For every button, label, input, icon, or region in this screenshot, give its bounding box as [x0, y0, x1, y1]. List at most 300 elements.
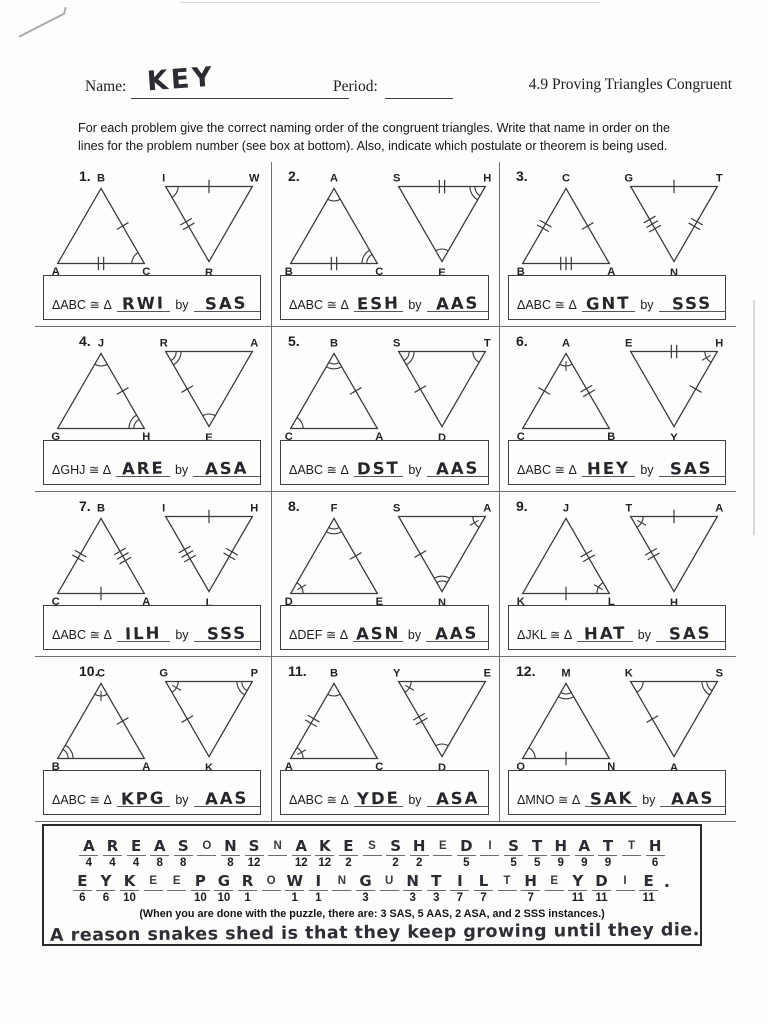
- triangle-outline: [166, 681, 253, 756]
- triangle-figure: [621, 500, 727, 610]
- puzzle-problem-number: 11: [595, 892, 608, 904]
- puzzle-problem-number: 5: [510, 857, 517, 869]
- triangle-name-blank: [117, 293, 171, 314]
- triangle-outline: [290, 353, 377, 428]
- vertex-label: A: [482, 502, 491, 515]
- triangle-name-blank: [354, 293, 403, 314]
- by-label: by: [640, 298, 654, 312]
- angle-tick-mark: [405, 686, 413, 691]
- by-label: by: [408, 793, 422, 807]
- puzzle-letter: E: [167, 871, 186, 891]
- triangle-name-blank: [117, 788, 171, 809]
- puzzle-cell: [502, 836, 526, 871]
- puzzle-letter: G: [356, 871, 375, 891]
- puzzle-letter: A: [292, 836, 311, 856]
- vertex-label: H: [142, 431, 151, 444]
- puzzle-problem-number: 12: [247, 857, 261, 869]
- puzzle-letter: S: [245, 836, 264, 856]
- angle-arc-mark: [561, 693, 572, 694]
- vertex-label: T: [483, 337, 491, 350]
- side-tick-mark: [584, 390, 595, 396]
- triangle-pair: [41, 500, 269, 610]
- puzzle-letter: K: [315, 836, 334, 856]
- puzzle-letter: A: [575, 836, 594, 856]
- puzzle-problem-number: 3: [433, 892, 440, 904]
- side-tick-mark: [540, 221, 551, 227]
- side-tick-mark: [75, 551, 86, 557]
- vertex-label: A: [142, 596, 151, 609]
- problem-cell: [35, 327, 272, 492]
- postulate-handwritten: SAS: [668, 623, 712, 644]
- triangle-figure: [389, 665, 495, 775]
- triangle-outline: [166, 186, 253, 261]
- puzzle-letter: E: [639, 871, 658, 891]
- side-tick-mark: [182, 551, 193, 557]
- triangle-figure: [621, 335, 727, 445]
- triangle-figure: [281, 335, 387, 445]
- puzzle-problem-number: 11: [571, 892, 584, 904]
- name-handwritten-value: KEY: [146, 61, 216, 98]
- triangle-name-handwritten: KPG: [121, 788, 167, 809]
- problem-cell: [500, 492, 736, 657]
- vertex-label: A: [51, 266, 60, 279]
- triangle-outline: [398, 186, 485, 261]
- vertex-label: C: [142, 266, 151, 279]
- vertex-label: A: [669, 762, 679, 775]
- puzzle-cell: [478, 836, 502, 871]
- congruence-statement-prefix: ΔABC ≅ Δ: [52, 298, 112, 312]
- vertex-label: B: [284, 266, 293, 279]
- angle-arc-mark: [434, 576, 449, 578]
- triangle-name-handwritten: RWI: [121, 293, 166, 314]
- side-tick-mark: [538, 225, 549, 231]
- side-tick-mark: [120, 557, 131, 563]
- puzzle-problem-number: 6: [79, 892, 86, 904]
- vertex-label: T: [625, 502, 633, 515]
- puzzle-cell: [354, 871, 378, 906]
- side-tick-mark: [350, 388, 361, 394]
- puzzle-letter: Y: [568, 871, 587, 891]
- side-tick-mark: [182, 386, 193, 392]
- side-tick-mark: [414, 386, 425, 392]
- angle-arc-mark: [328, 528, 339, 529]
- postulate-blank: [656, 623, 725, 644]
- vertex-label: B: [329, 337, 338, 350]
- answer-box: [280, 275, 489, 320]
- angle-tick-mark: [702, 356, 710, 361]
- puzzle-cell: [542, 871, 566, 906]
- triangle-outline: [631, 681, 718, 756]
- puzzle-letter: H: [521, 871, 540, 891]
- congruence-statement-prefix: ΔDEF ≅ Δ: [289, 628, 349, 642]
- puzzle-letter: S: [386, 836, 405, 856]
- puzzle-cell: [495, 871, 519, 906]
- angle-tick-mark: [297, 750, 305, 755]
- puzzle-letter: N: [221, 836, 240, 856]
- side-tick-mark: [183, 223, 194, 229]
- angle-arc-mark: [558, 697, 573, 699]
- answer-box: [280, 770, 489, 815]
- triangle-name-blank: [582, 293, 636, 314]
- problem-number: 12.: [516, 663, 536, 679]
- triangle-pair: [278, 335, 497, 445]
- problem-cell: [272, 327, 500, 492]
- scan-edge-artifact: [753, 300, 755, 535]
- puzzle-cell: [360, 836, 384, 871]
- puzzle-letter: I: [616, 871, 635, 891]
- puzzle-letter: N: [332, 871, 351, 891]
- postulate-handwritten: AAS: [435, 623, 480, 644]
- puzzle-letter: I: [450, 871, 469, 891]
- triangle-pair: [41, 665, 269, 775]
- puzzle-cell: [590, 871, 614, 906]
- puzzle-letter: D: [457, 836, 476, 856]
- vertex-label: A: [284, 761, 293, 774]
- pen-scratch-artifact: [18, 12, 65, 37]
- angle-arc-mark: [326, 532, 341, 534]
- puzzle-cell: [242, 836, 266, 871]
- vertex-label: J: [97, 337, 105, 350]
- puzzle-cell: [283, 871, 307, 906]
- angle-arc-mark: [242, 681, 247, 690]
- vertex-label: E: [437, 267, 446, 280]
- period-label: Period:: [333, 78, 378, 95]
- name-underline: [131, 98, 349, 99]
- side-tick-mark: [539, 388, 550, 394]
- vertex-label: L: [607, 596, 615, 609]
- puzzle-cell: [643, 836, 667, 871]
- puzzle-cell: [566, 871, 590, 906]
- side-tick-mark: [647, 221, 658, 227]
- puzzle-cell: [613, 871, 637, 906]
- puzzle-problem-number: 10: [123, 892, 136, 904]
- vertex-label: H: [250, 502, 259, 515]
- side-tick-mark: [182, 716, 193, 722]
- triangle-figure: [389, 500, 495, 610]
- worksheet-title: 4.9 Proving Triangles Congruent: [528, 76, 732, 93]
- vertex-label: B: [329, 667, 338, 680]
- puzzle-letter: .: [663, 872, 670, 891]
- answer-box: [43, 770, 261, 815]
- congruence-statement-prefix: ΔGHJ ≅ Δ: [52, 463, 112, 477]
- puzzle-letter: U: [380, 871, 399, 891]
- puzzle-problem-number: 4: [85, 857, 93, 869]
- vertex-label: E: [483, 667, 491, 680]
- triangle-outline: [631, 516, 718, 591]
- puzzle-problem-number: 5: [463, 857, 470, 869]
- triangle-outline: [166, 351, 253, 426]
- angle-arc-mark: [435, 249, 448, 251]
- congruence-statement-prefix: ΔMNO ≅ Δ: [517, 793, 581, 807]
- angle-arc-mark: [707, 681, 712, 690]
- puzzle-cell: [431, 836, 455, 871]
- answer-box: [43, 440, 261, 485]
- triangle-figure: [513, 500, 619, 610]
- angle-arc-mark: [95, 364, 108, 366]
- triangle-outline: [290, 188, 377, 263]
- puzzle-letter: T: [622, 836, 641, 856]
- triangle-name-blank: [116, 458, 170, 479]
- side-tick-mark: [644, 216, 655, 222]
- puzzle-cell: [195, 836, 219, 871]
- side-tick-mark: [581, 551, 592, 557]
- angle-tick-mark: [297, 585, 305, 590]
- puzzle-letter: N: [268, 836, 287, 856]
- vertex-label: D: [437, 762, 446, 775]
- vertex-label: C: [374, 761, 383, 774]
- puzzle-letter: O: [262, 871, 281, 891]
- triangle-figure: [621, 170, 727, 280]
- congruence-statement-prefix: ΔABC ≅ Δ: [289, 298, 349, 312]
- triangle-outline: [523, 683, 610, 758]
- puzzle-problem-number: 2: [345, 857, 352, 869]
- vertex-label: B: [607, 431, 616, 444]
- vertex-label: Y: [392, 667, 400, 680]
- puzzle-cell: [124, 836, 148, 871]
- puzzle-problem-number: 5: [533, 857, 541, 869]
- triangle-name-handwritten: YDE: [356, 788, 401, 809]
- triangle-outline: [58, 188, 145, 263]
- triangle-name-blank: [117, 623, 171, 644]
- answer-box: [508, 605, 726, 650]
- side-tick-mark: [117, 223, 128, 229]
- puzzle-letter: S: [504, 836, 523, 856]
- puzzle-letter: S: [363, 836, 382, 856]
- puzzle-problem-number: 7: [527, 892, 534, 904]
- puzzle-cell: [448, 871, 472, 906]
- vertex-label: L: [205, 597, 213, 610]
- triangle-name-handwritten: ASN: [355, 623, 401, 644]
- puzzle-letter: T: [498, 871, 517, 891]
- angle-arc-mark: [203, 414, 216, 416]
- vertex-label: I: [162, 502, 166, 515]
- puzzle-cell: [307, 871, 331, 906]
- problem-cell: [272, 657, 500, 822]
- puzzle-cell: [455, 836, 479, 871]
- by-label: by: [175, 793, 189, 807]
- triangle-name-blank: [577, 623, 633, 644]
- postulate-blank: [194, 293, 260, 314]
- triangle-pair: [278, 170, 497, 280]
- puzzle-problem-number: 2: [392, 857, 399, 869]
- problem-number: 6.: [516, 333, 528, 349]
- triangle-outline: [398, 351, 485, 426]
- vertex-label: C: [96, 667, 106, 680]
- triangle-figure: [389, 170, 495, 280]
- triangle-pair: [278, 500, 497, 610]
- puzzle-letter: I: [480, 836, 499, 856]
- puzzle-letter: A: [79, 836, 98, 856]
- triangle-outline: [631, 186, 718, 261]
- vertex-label: M: [561, 667, 571, 680]
- problem-cell: [272, 162, 500, 327]
- vertex-label: J: [562, 502, 570, 515]
- puzzle-problem-number: 10: [217, 892, 231, 904]
- puzzle-problem-number: 6: [651, 857, 659, 869]
- postulate-blank: [426, 623, 488, 644]
- puzzle-cell: [377, 871, 401, 906]
- puzzle-cell: [77, 836, 101, 871]
- puzzle-cell: [141, 871, 165, 906]
- puzzle-cell: [171, 836, 195, 871]
- postulate-blank: [427, 293, 488, 314]
- by-label: by: [174, 463, 189, 477]
- puzzle-cell: [148, 836, 172, 871]
- angle-arc-mark: [171, 351, 176, 360]
- puzzle-letter: E: [339, 836, 358, 856]
- angle-tick-mark: [470, 521, 478, 526]
- side-tick-mark: [690, 386, 701, 392]
- puzzle-problem-number: 8: [180, 857, 187, 869]
- vertex-label: D: [437, 432, 446, 445]
- vertex-label: N: [669, 267, 679, 280]
- vertex-label: C: [374, 266, 383, 279]
- puzzle-cell: [236, 871, 260, 906]
- by-label: by: [407, 628, 422, 642]
- puzzle-cell: [660, 871, 673, 906]
- problem-cell: [35, 162, 272, 327]
- triangle-name-handwritten: HAT: [583, 623, 627, 644]
- triangle-figure: [513, 335, 619, 445]
- triangle-name-blank: [585, 788, 637, 809]
- puzzle-letter: H: [410, 836, 429, 856]
- vertex-label: R: [159, 337, 168, 350]
- puzzle-letter: D: [592, 871, 611, 891]
- puzzle-cell: [289, 836, 313, 871]
- triangle-figure: [281, 665, 387, 775]
- puzzle-letter: R: [103, 836, 122, 856]
- triangle-pair: [506, 665, 734, 775]
- puzzle-problem-number: 10: [193, 892, 207, 904]
- puzzle-problem-number: 7: [456, 892, 464, 904]
- puzzle-cell: [573, 836, 597, 871]
- triangle-outline: [290, 518, 377, 593]
- triangle-figure: [156, 170, 262, 280]
- triangle-outline: [523, 188, 610, 263]
- puzzle-cell: [71, 871, 95, 906]
- puzzle-letter: H: [551, 836, 570, 856]
- problem-cell: [272, 492, 500, 657]
- triangle-figure: [156, 335, 262, 445]
- puzzle-letter: A: [150, 836, 169, 856]
- puzzle-cell: [407, 836, 431, 871]
- postulate-handwritten: SSS: [206, 623, 248, 644]
- postulate-handwritten: SAS: [205, 293, 249, 314]
- puzzle-cell: [266, 836, 290, 871]
- puzzle-letter: E: [73, 871, 92, 891]
- puzzle-problem-number: 12: [294, 857, 308, 869]
- puzzle-cell: [620, 836, 644, 871]
- angle-arc-mark: [637, 681, 643, 692]
- angle-tick-mark: [594, 585, 602, 590]
- problem-number: 7.: [79, 498, 91, 514]
- triangle-figure: [48, 500, 154, 610]
- angle-arc-mark: [403, 351, 408, 360]
- postulate-handwritten: AAS: [670, 788, 715, 809]
- puzzle-problem-number: 9: [581, 857, 588, 869]
- side-tick-mark: [650, 225, 661, 231]
- answer-box: [508, 275, 726, 320]
- congruence-statement-prefix: ΔABC ≅ Δ: [517, 463, 577, 477]
- triangle-name-blank: [582, 458, 636, 479]
- puzzle-letter: W: [286, 872, 303, 890]
- postulate-blank: [660, 788, 725, 809]
- puzzle-cell: [101, 836, 125, 871]
- puzzle-letter: P: [191, 871, 210, 891]
- answer-box: [280, 605, 489, 650]
- triangle-figure: [48, 170, 154, 280]
- by-label: by: [642, 793, 656, 807]
- puzzle-cell: [94, 871, 118, 906]
- side-tick-mark: [117, 388, 128, 394]
- triangle-outline: [58, 353, 145, 428]
- problem-cell: [500, 657, 736, 822]
- vertex-label: B: [516, 266, 525, 279]
- angle-arc-mark: [474, 186, 479, 195]
- answer-box: [508, 440, 726, 485]
- vertex-label: H: [669, 597, 679, 610]
- puzzle-problem-number: 2: [415, 857, 423, 869]
- triangle-name-handwritten: ARE: [121, 458, 165, 479]
- side-tick-mark: [305, 720, 316, 726]
- angle-arc-mark: [134, 419, 139, 428]
- puzzle-cell: [189, 871, 213, 906]
- vertex-label: S: [392, 337, 400, 350]
- problem-cell: [35, 492, 272, 657]
- angle-arc-mark: [132, 253, 138, 264]
- triangle-pair: [41, 335, 269, 445]
- triangle-name-blank: [353, 623, 403, 644]
- vertex-label: R: [204, 267, 214, 280]
- congruence-statement-prefix: ΔABC ≅ Δ: [517, 298, 577, 312]
- side-tick-mark: [224, 553, 235, 559]
- puzzle-problem-number: 8: [227, 857, 234, 869]
- side-tick-mark: [692, 219, 703, 225]
- vertex-label: K: [624, 667, 633, 680]
- puzzle-cell: [525, 836, 549, 871]
- side-tick-mark: [181, 219, 192, 225]
- puzzle-problem-number: 8: [156, 857, 163, 869]
- side-tick-mark: [582, 223, 593, 229]
- side-tick-mark: [581, 386, 592, 392]
- triangle-outline: [631, 351, 718, 426]
- problem-cell: [500, 162, 736, 327]
- angle-arc-mark: [172, 186, 178, 197]
- triangle-outline: [58, 518, 145, 593]
- triangle-outline: [290, 683, 377, 758]
- angle-arc-mark: [435, 744, 448, 746]
- answer-box: [280, 440, 489, 485]
- puzzle-problem-number: 3: [409, 892, 416, 904]
- puzzle-cell: [549, 836, 573, 871]
- puzzle-problem-number: 3: [362, 892, 369, 904]
- puzzle-letter: Y: [96, 871, 115, 891]
- puzzle-letter: E: [433, 836, 452, 856]
- puzzle-letter-row-2: [71, 871, 674, 906]
- postulate-blank: [194, 788, 260, 809]
- side-tick-mark: [648, 553, 659, 559]
- triangle-outline: [398, 681, 485, 756]
- by-label: by: [408, 298, 422, 312]
- puzzle-problem-number: 4: [109, 857, 116, 869]
- congruence-statement-prefix: ΔABC ≅ Δ: [52, 793, 112, 807]
- puzzle-problem-number: 9: [557, 857, 564, 869]
- puzzle-letter: I: [309, 871, 328, 891]
- puzzle-letter: T: [427, 871, 446, 891]
- postulate-blank: [427, 788, 488, 809]
- vertex-label: C: [516, 431, 525, 444]
- triangle-pair: [278, 665, 497, 775]
